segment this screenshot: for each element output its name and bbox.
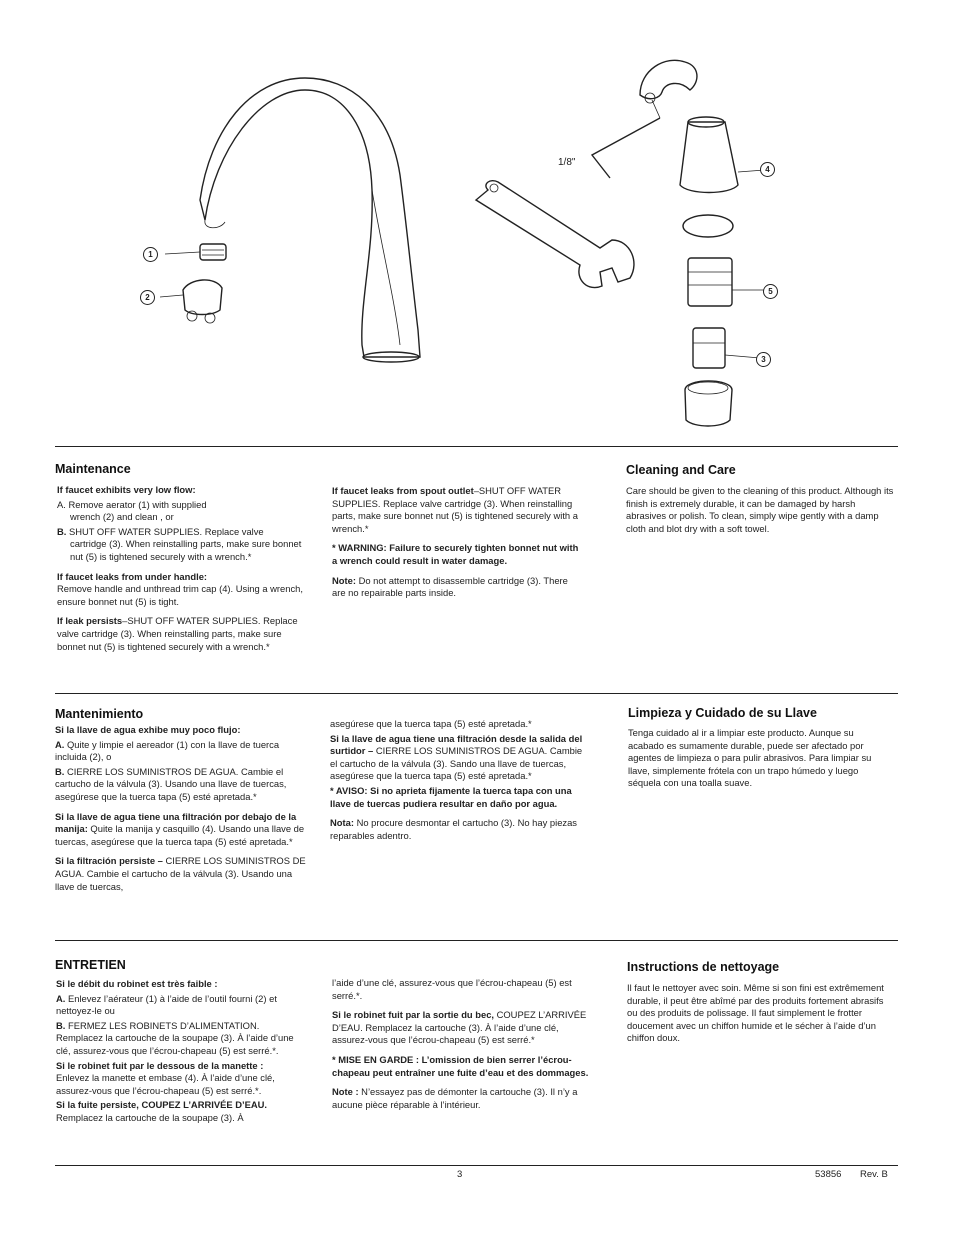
under-handle-title: If faucet leaks from under handle: bbox=[57, 570, 208, 582]
fr-note-label: Note : bbox=[332, 1086, 359, 1098]
fr-maintenance-col-1 bbox=[56, 978, 308, 1132]
es-under-text: Quite la manija y casquillo (4). Usando una llave de tuercas, asegúrese que la tuerca tapa (5) esté apretada.* bbox=[55, 823, 305, 847]
es-warning-text: * AVISO: Si no aprieta fijamente la tuerca tapa con una llave de tuercas pudiera resultar en daño por agua. bbox=[330, 784, 572, 809]
revision-label: Rev. B bbox=[860, 1169, 888, 1180]
fr-spout-text: COUPEZ L’ARRIVÉE D’EAU. Remplacez la cartouche (3). À l’aide d’une clé, assurez-vous que l’écrou-chapeau (5) est serré.* bbox=[332, 1009, 587, 1046]
adjustable-wrench bbox=[476, 181, 634, 288]
nettoyage-text: Il faut le nettoyer avec soin. Même si son fini est extrêmement durable, il peut être abîmé par des produits fortement abrasifs ou des produits de polissage. Il faut simplement le frotter doucement avec un chiffon humide et le sécher à l’aide d’un chiffon doux. bbox=[627, 982, 884, 1044]
divider bbox=[55, 940, 898, 941]
limpieza-heading: Limpieza y Cuidado de su Llave bbox=[628, 706, 817, 720]
persists-title: If leak persists bbox=[57, 615, 123, 627]
fr-note-text: N’essayez pas de démonter la cartouche (3). Il n’y a aucune pièce réparable à l’intérieur. bbox=[332, 1086, 578, 1110]
valve-cartridge-part bbox=[693, 328, 760, 368]
fr-persists-title: Si la fuite persiste, COUPEZ L’ARRIVÉE D’EAU. bbox=[56, 1099, 267, 1111]
entretien-heading: ENTRETIEN bbox=[55, 958, 126, 972]
o-ring-part bbox=[683, 215, 733, 237]
es-a-text: Quite y limpie el aereador (1) con la llave de tuerca incluida (2), o bbox=[55, 738, 280, 763]
cleaning-text: Care should be given to the cleaning of this product. Although its finish is extremely durable, it can be damaged by harsh abrasives or polish. To clean, simply wipe gently with a damp cloth and blot dry with a soft towel. bbox=[626, 485, 894, 534]
es-a-label: A. bbox=[55, 738, 65, 750]
nettoyage-heading: Instructions de nettoyage bbox=[627, 960, 780, 974]
fr-under-title: Si le robinet fuit par le dessous de la manette : bbox=[56, 1059, 264, 1071]
divider bbox=[55, 693, 898, 694]
bonnet-nut-part bbox=[688, 258, 765, 306]
es-spout-text: CIERRE LOS SUMINISTROS DE AGUA. Cambie el cartucho de la válvula (3). Sando una llave de tuercas, asegúrese que la tuerca tapa (5) esté apretada.* bbox=[330, 745, 583, 782]
es-persists-title: Si la filtración persiste – bbox=[55, 855, 163, 867]
low-flow-b: SHUT OFF WATER SUPPLIES. Replace valve bbox=[66, 525, 264, 537]
low-flow-a2: wrench (2) and clean , or bbox=[70, 511, 174, 523]
es-note-label: Nota: bbox=[330, 817, 354, 829]
faucet-handle bbox=[640, 60, 697, 103]
low-flow-title: If faucet exhibits very low flow: bbox=[57, 484, 196, 495]
es-b-text: CIERRE LOS SUMINISTROS DE AGUA. Cambie el cartucho de la válvula (3). Usando una llave de tuercas, asegúrese que la tuerca tapa (5) esté apretada.* bbox=[55, 765, 287, 802]
maintenance-heading: Maintenance bbox=[55, 462, 131, 476]
es-spout-title: Si la llave de agua tiene una filtración desde la salida del surtidor – bbox=[330, 732, 583, 757]
aerator-wrench-part bbox=[160, 280, 222, 323]
divider bbox=[55, 446, 898, 447]
faucet-diagram bbox=[0, 0, 954, 440]
low-flow-b-label: B. bbox=[57, 525, 67, 537]
es-under-title: Si la llave de agua tiene una filtración por debajo de la manija: bbox=[55, 810, 297, 835]
fr-maintenance-col-2 bbox=[332, 977, 594, 1118]
es-maintenance-col-2 bbox=[330, 718, 592, 849]
cleaning-heading: Cleaning and Care bbox=[626, 463, 736, 477]
callout-2: 2 bbox=[140, 290, 155, 305]
fr-cont-text: l’aide d’une clé, assurez-vous que l’écrou-chapeau (5) est serré.*. bbox=[332, 977, 572, 1001]
faucet-parts-illustration bbox=[0, 0, 954, 440]
es-maintenance-col-1 bbox=[55, 724, 307, 900]
faucet-spout bbox=[200, 78, 420, 362]
es-b-label: B. bbox=[55, 765, 65, 777]
document-number: 53856 bbox=[815, 1169, 842, 1180]
spout-title: If faucet leaks from spout outlet bbox=[332, 485, 474, 496]
trim-cap-part bbox=[680, 117, 765, 193]
callout-4: 4 bbox=[760, 162, 775, 177]
es-cont-text: asegúrese que la tuerca tapa (5) esté apretada.* bbox=[330, 718, 532, 729]
fr-b-text: FERMEZ LES ROBINETS D’ALIMENTATION. Remplacez la cartouche de la soupape (3). À l’aide d’une clé, assurez-vous que l’écrou-chapeau (5) est serré.*. bbox=[56, 1019, 294, 1056]
low-flow-b2: cartridge (3). When reinstalling parts, make sure bonnet nut (5) is tightened securely with a wrench.* bbox=[70, 538, 302, 562]
fr-b-label: B. bbox=[56, 1019, 66, 1031]
en-maintenance-col-2 bbox=[332, 485, 580, 607]
low-flow-a: A. Remove aerator (1) with supplied bbox=[57, 498, 207, 510]
es-low-flow-title: Si la llave de agua exhibe muy poco flujo: bbox=[55, 724, 241, 735]
fr-a-text: Enlevez l’aérateur (1) à l’aide de l’outil fourni (2) et nettoyez-le ou bbox=[56, 992, 277, 1017]
footer-divider bbox=[55, 1165, 898, 1166]
hex-key-label: 1/8" bbox=[558, 157, 576, 168]
hex-key bbox=[592, 100, 660, 178]
fr-low-flow-title: Si le débit du robinet est très faible : bbox=[56, 978, 218, 989]
callout-1: 1 bbox=[143, 247, 158, 262]
fr-a-label: A. bbox=[56, 992, 66, 1004]
limpieza-text: Tenga cuidado al ir a limpiar este producto. Aunque su acabado es sumamente durable, puede ser afectado por agentes de limpieza o para pulir abrasivos. Para limpiar su llave, simplemente frótela con un trapo húmedo y luego séquela con una toalla suave. bbox=[628, 727, 872, 789]
mantenimiento-heading: Mantenimiento bbox=[55, 707, 144, 721]
es-note-text: No procure desmontar el cartucho (3). No hay piezas reparables adentro. bbox=[330, 817, 577, 841]
es-persists-text: CIERRE LOS SUMINISTROS DE AGUA. Cambie el cartucho de la válvula (3). Usando una llave de tuercas, bbox=[55, 855, 306, 892]
fr-spout-title: Si le robinet fuit par la sortie du bec, bbox=[332, 1009, 495, 1021]
page-number: 3 bbox=[457, 1169, 463, 1180]
fr-persists-text: Remplacez la cartouche de la soupape (3). À bbox=[56, 1111, 244, 1123]
note-label: Note: bbox=[332, 574, 356, 586]
valve-body bbox=[685, 381, 732, 426]
callout-5: 5 bbox=[763, 284, 778, 299]
persists-text: –SHUT OFF WATER SUPPLIES. Replace valve cartridge (3). When reinstalling parts, make sure bonnet nut (5) is tightened securely with a wrench.* bbox=[57, 615, 298, 652]
callout-3: 3 bbox=[756, 352, 771, 367]
aerator-part bbox=[165, 244, 226, 260]
fr-warning-text: * MISE EN GARDE : L’omission de bien serrer l’écrou-chapeau peut entraîner une fuite d’eau et des dommages. bbox=[332, 1053, 589, 1078]
en-maintenance-col-1 bbox=[57, 484, 309, 660]
warning-text: * WARNING: Failure to securely tighten bonnet nut with a wrench could result in water damage. bbox=[332, 542, 579, 566]
under-handle-text: Remove handle and unthread trim cap (4). Using a wrench, ensure bonnet nut (5) is tight. bbox=[57, 583, 303, 607]
spout-text: –SHUT OFF WATER SUPPLIES. Replace valve cartridge (3). When reinstalling parts, make sure bonnet nut (5) is tightened securely with a wrench.* bbox=[332, 485, 578, 534]
note-text: Do not attempt to disassemble cartridge (3). There are no repairable parts inside. bbox=[332, 574, 568, 599]
fr-under-text: Enlevez la manette et embase (4). À l’aide d’une clé, assurez-vous que l’écrou-chapeau (5) est serré.*. bbox=[56, 1072, 275, 1096]
